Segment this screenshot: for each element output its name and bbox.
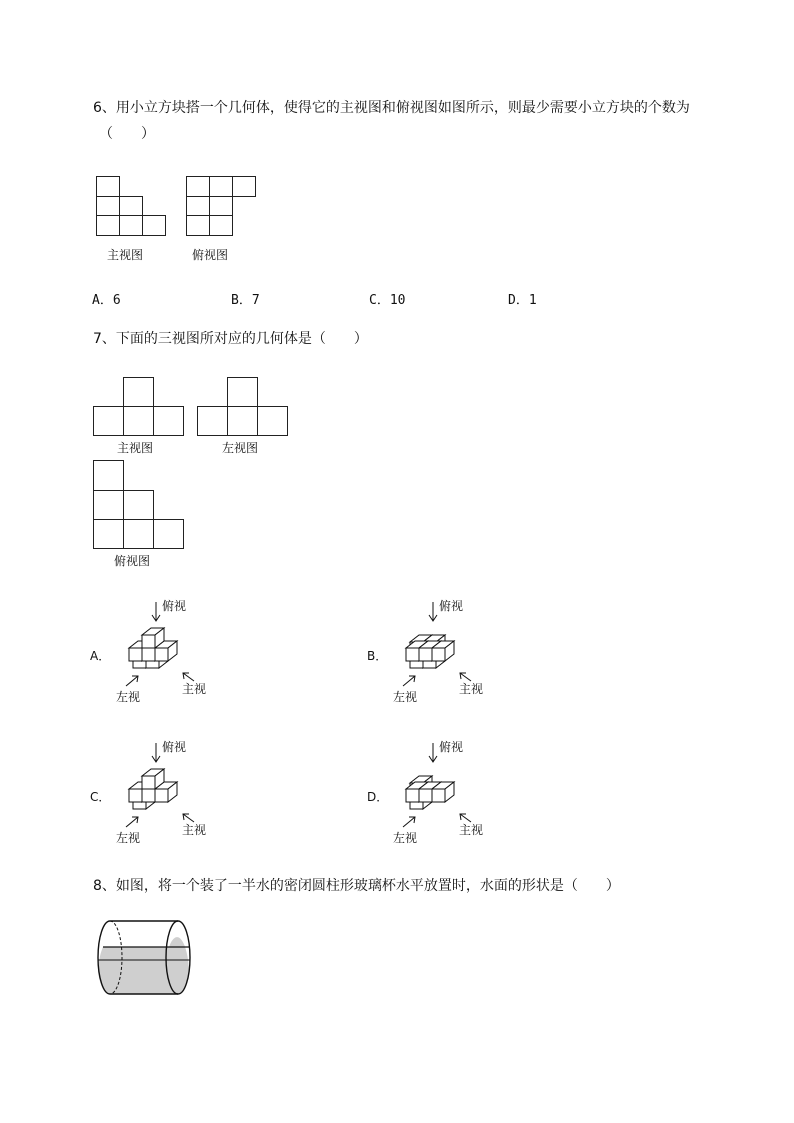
option-letter: D． <box>367 790 389 804</box>
option-letter: A． <box>90 649 111 663</box>
q7-option-a-figure[interactable] <box>90 598 240 708</box>
view-cell <box>142 215 166 236</box>
q7-option-c-figure[interactable] <box>90 739 240 849</box>
view-cell <box>123 406 154 436</box>
q7-option-b-figure[interactable] <box>367 598 517 708</box>
top-view-label: 俯视 <box>162 740 187 754</box>
front-arrow-icon <box>183 673 194 681</box>
view-cell <box>123 519 154 549</box>
left-arrow-icon <box>403 817 415 827</box>
view-cell <box>232 176 256 197</box>
front-arrow-icon <box>183 814 194 822</box>
view-cell <box>93 490 124 520</box>
view-cell <box>119 215 143 236</box>
left-arrow-icon <box>126 676 138 686</box>
q8-cylinder-figure <box>90 912 205 1002</box>
top-view-label: 俯视 <box>162 599 187 613</box>
view-cell <box>119 196 143 217</box>
option-letter: B． <box>367 649 388 663</box>
view-cell <box>153 406 184 436</box>
left-view-label: 左视 <box>393 831 418 845</box>
view-cell <box>209 215 233 236</box>
left-arrow-icon <box>403 676 415 686</box>
front-view-label: 主视 <box>459 823 484 837</box>
q6-option-b[interactable]: B．7 <box>231 293 260 308</box>
top-view-label: 俯视 <box>439 740 464 754</box>
view-cell <box>93 460 124 491</box>
q7-front-caption: 主视图 <box>117 441 154 455</box>
view-cell <box>227 377 258 407</box>
q6-option-d[interactable]: D．1 <box>508 293 537 308</box>
view-cell <box>197 406 228 436</box>
q6-top-view <box>186 176 256 236</box>
q6-top-caption: 俯视图 <box>192 248 229 262</box>
view-cell <box>123 490 154 520</box>
left-view-label: 左视 <box>116 831 141 845</box>
left-view-label: 左视 <box>116 690 141 704</box>
view-cell <box>209 176 233 197</box>
view-cell <box>93 519 124 549</box>
front-arrow-icon <box>460 814 471 822</box>
q6-answer-blank: （ ） <box>99 126 155 142</box>
view-cell <box>209 196 233 217</box>
view-cell <box>96 196 120 217</box>
q7-left-caption: 左视图 <box>222 441 259 455</box>
q6-option-c[interactable]: C．10 <box>369 293 406 308</box>
view-cell <box>186 176 210 197</box>
front-arrow-icon <box>460 673 471 681</box>
q7-option-d-figure[interactable] <box>367 739 517 849</box>
q6-front-caption: 主视图 <box>107 248 144 262</box>
left-arrow-icon <box>126 817 138 827</box>
view-cell <box>123 377 154 407</box>
q8-stem: 8、如图，将一个装了一半水的密闭圆柱形玻璃杯水平放置时，水面的形状是（ ） <box>93 878 620 894</box>
q6-option-a[interactable]: A．6 <box>92 293 121 308</box>
q6-front-view <box>96 176 166 236</box>
q7-left-view <box>197 377 287 436</box>
option-letter: C． <box>90 790 111 804</box>
q7-top-view <box>93 460 183 549</box>
q7-top-caption: 俯视图 <box>114 554 151 568</box>
view-cell <box>257 406 288 436</box>
view-cell <box>186 215 210 236</box>
q6-stem: 6、用小立方块搭一个几何体，使得它的主视图和俯视图如图所示，则最少需要小立方块的个数为 <box>93 100 690 116</box>
front-view-label: 主视 <box>459 682 484 696</box>
front-view-label: 主视 <box>182 682 207 696</box>
view-cell <box>96 215 120 236</box>
left-view-label: 左视 <box>393 690 418 704</box>
q7-stem: 7、下面的三视图所对应的几何体是（ ） <box>93 331 368 347</box>
view-cell <box>153 519 184 549</box>
view-cell <box>186 196 210 217</box>
view-cell <box>93 406 124 436</box>
view-cell <box>227 406 258 436</box>
water-surface-area <box>98 937 189 994</box>
top-view-label: 俯视 <box>439 599 464 613</box>
q7-front-view <box>93 377 183 436</box>
front-view-label: 主视 <box>182 823 207 837</box>
view-cell <box>96 176 120 197</box>
